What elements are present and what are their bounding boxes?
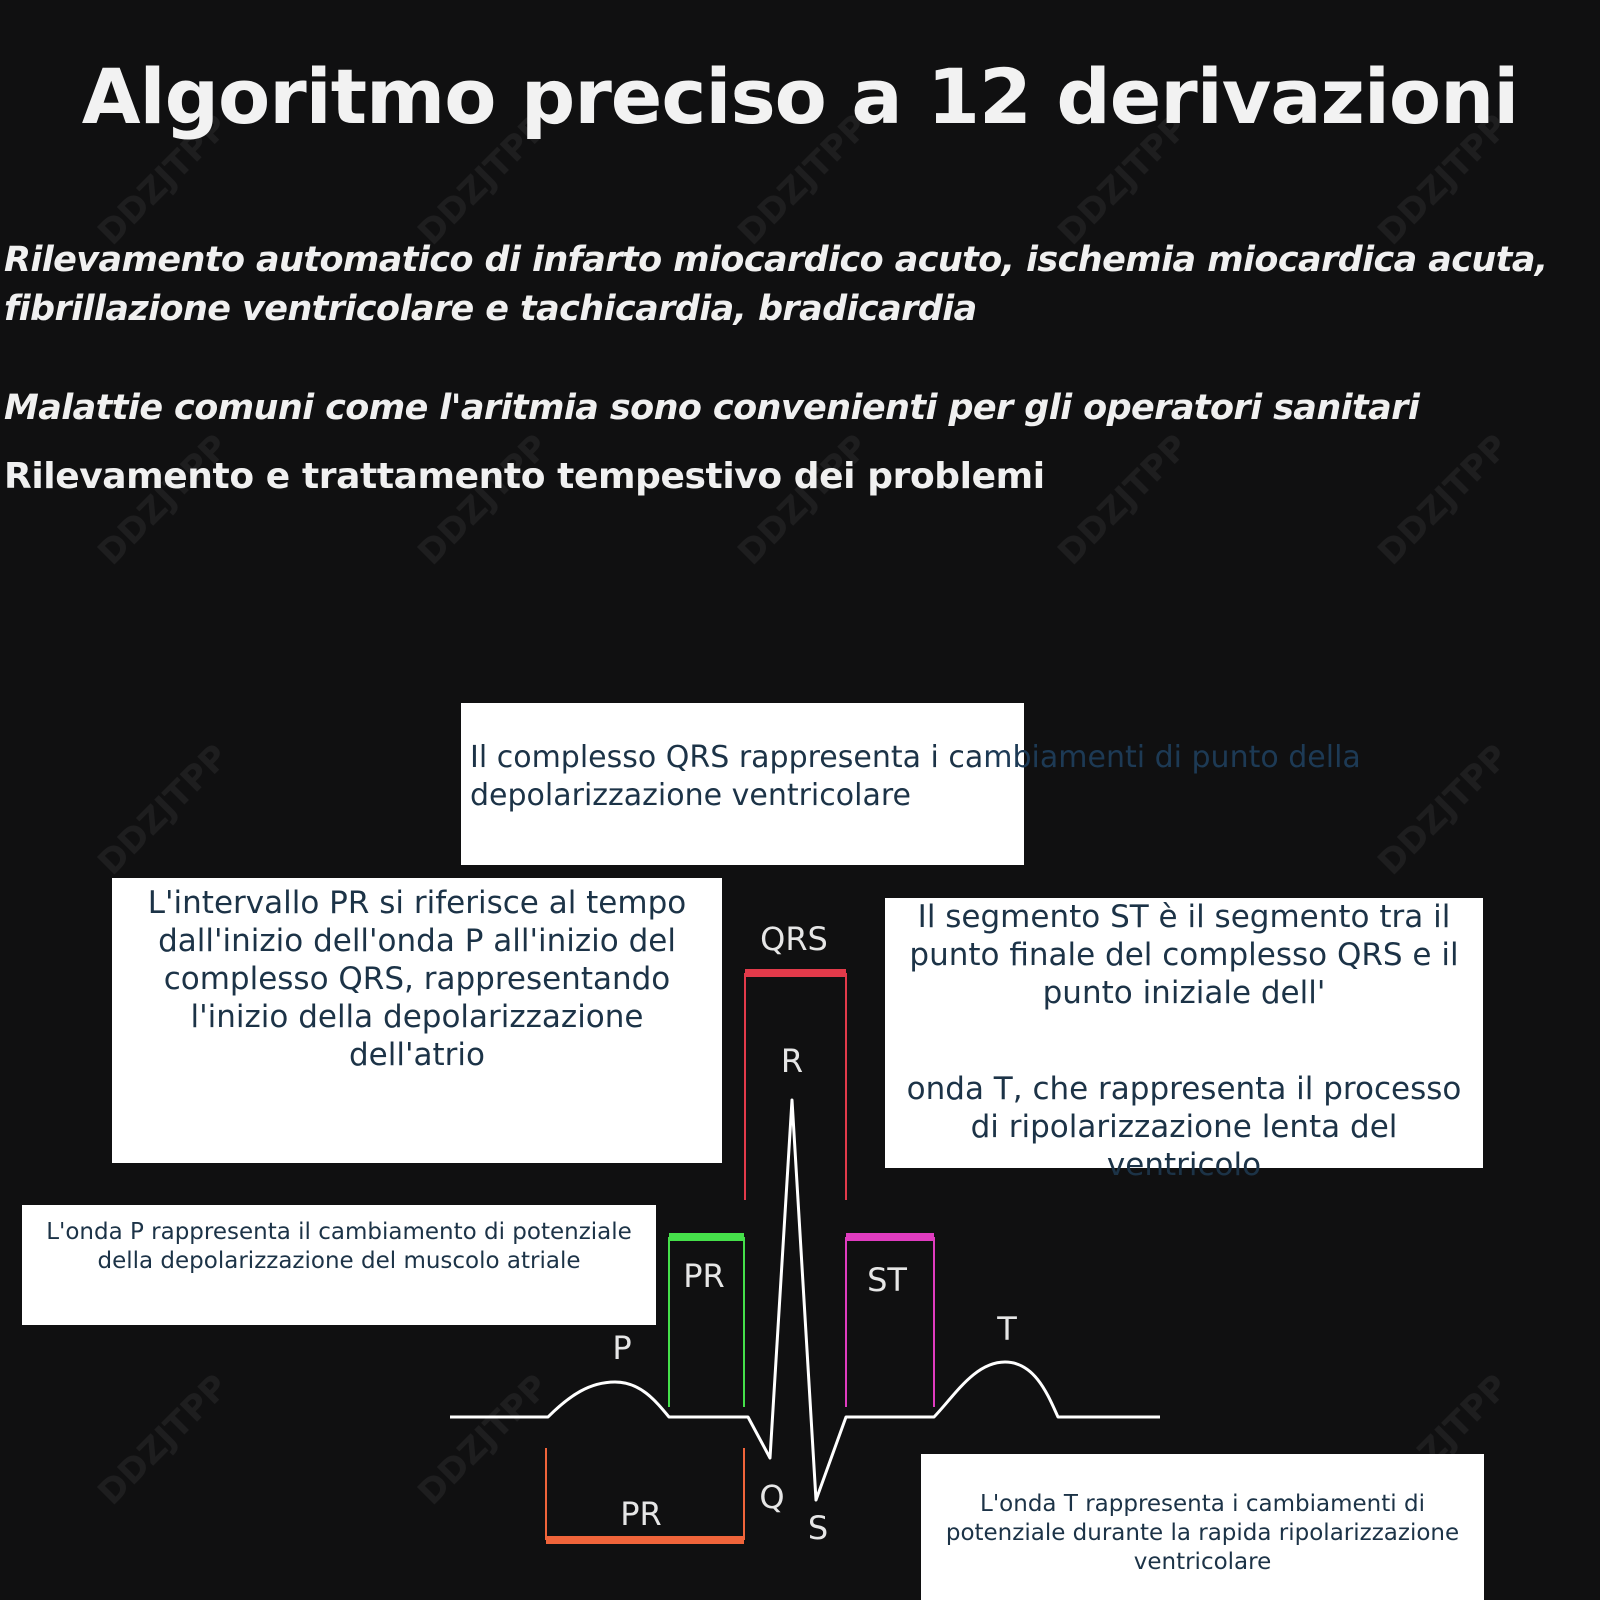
label-p: P (612, 1329, 632, 1367)
watermark-text: DDZJTPP (1370, 736, 1517, 884)
annotation-qrs-line-1-start: Il complesso QRS rappresenta i ca (470, 740, 984, 775)
annotation-st-part-1: Il segmento ST è il segmento tra il punto finale del complesso QRS e il punto iniziale dell' (909, 899, 1459, 1011)
annotation-qrs-complex (461, 703, 1361, 865)
annotation-qrs-line-1 (470, 739, 1361, 777)
watermark-text: DDZJTPP (1050, 106, 1197, 254)
watermark-text: DDZJTPP (1370, 106, 1517, 254)
annotation-qrs-line-2: depolarizzazione ventricolare (470, 778, 911, 813)
label-r: R (780, 1042, 804, 1080)
watermark-text: DDZJTPP (410, 106, 557, 254)
label-pr-interval: PR (620, 1495, 662, 1533)
watermark-text: DDZJTPP (90, 106, 237, 254)
watermark-text: DDZJTPP (90, 736, 237, 884)
watermark-text: DDZJTPP (410, 1366, 557, 1514)
subtitle-line-1: Rilevamento automatico di infarto miocardico acuto, ischemia miocardica acuta, (4, 240, 1548, 280)
subtitle-line-2: fibrillazione ventricolare e tachicardia, bradicardia (4, 289, 977, 329)
watermark-text: DDZJTPP (410, 426, 557, 574)
annotation-st-segment (885, 898, 1483, 1183)
label-q: Q (759, 1478, 785, 1516)
watermark-text: DDZJTPP (90, 1366, 237, 1514)
subtitle-diseases: Malattie comuni come l'aritmia sono convenienti per gli operatori sanitari (4, 388, 1420, 428)
watermark-text: DDZJTPP (730, 106, 877, 254)
watermark-text: DDZJTPP (730, 426, 877, 574)
label-qrs: QRS (760, 920, 828, 958)
watermark-text: DDZJTPP (1370, 1366, 1517, 1514)
annotation-pr-interval: L'intervallo PR si riferisce al tempo dall'inizio dell'onda P all'inizio del complesso QRS, rappresentando l'inizio della depolarizzazione dell'atrio (112, 878, 722, 1163)
label-st: ST (867, 1261, 907, 1299)
annotation-t-wave: L'onda T rappresenta i cambiamenti di potenziale durante la rapida ripolarizzazione ventricolare (921, 1454, 1484, 1600)
watermark-text: DDZJTPP (1370, 426, 1517, 574)
watermark-text: DDZJTPP (1050, 426, 1197, 574)
label-s: S (807, 1509, 829, 1547)
annotation-qrs-line-1-end: mbiamenti di punto della (983, 740, 1361, 775)
label-pr-segment: PR (683, 1257, 725, 1295)
annotation-st-part-2: onda T, che rappresenta il processo di ripolarizzazione lenta del ventricolo (906, 1071, 1462, 1183)
page-title: Algoritmo preciso a 12 derivazioni (81, 52, 1519, 141)
subtitle-treatment: Rilevamento e trattamento tempestivo dei problemi (4, 456, 1045, 497)
watermark-text: DDZJTPP (90, 426, 237, 574)
annotation-p-wave: L'onda P rappresenta il cambiamento di potenziale della depolarizzazione del muscolo atriale (22, 1205, 656, 1325)
label-t: T (997, 1310, 1017, 1348)
